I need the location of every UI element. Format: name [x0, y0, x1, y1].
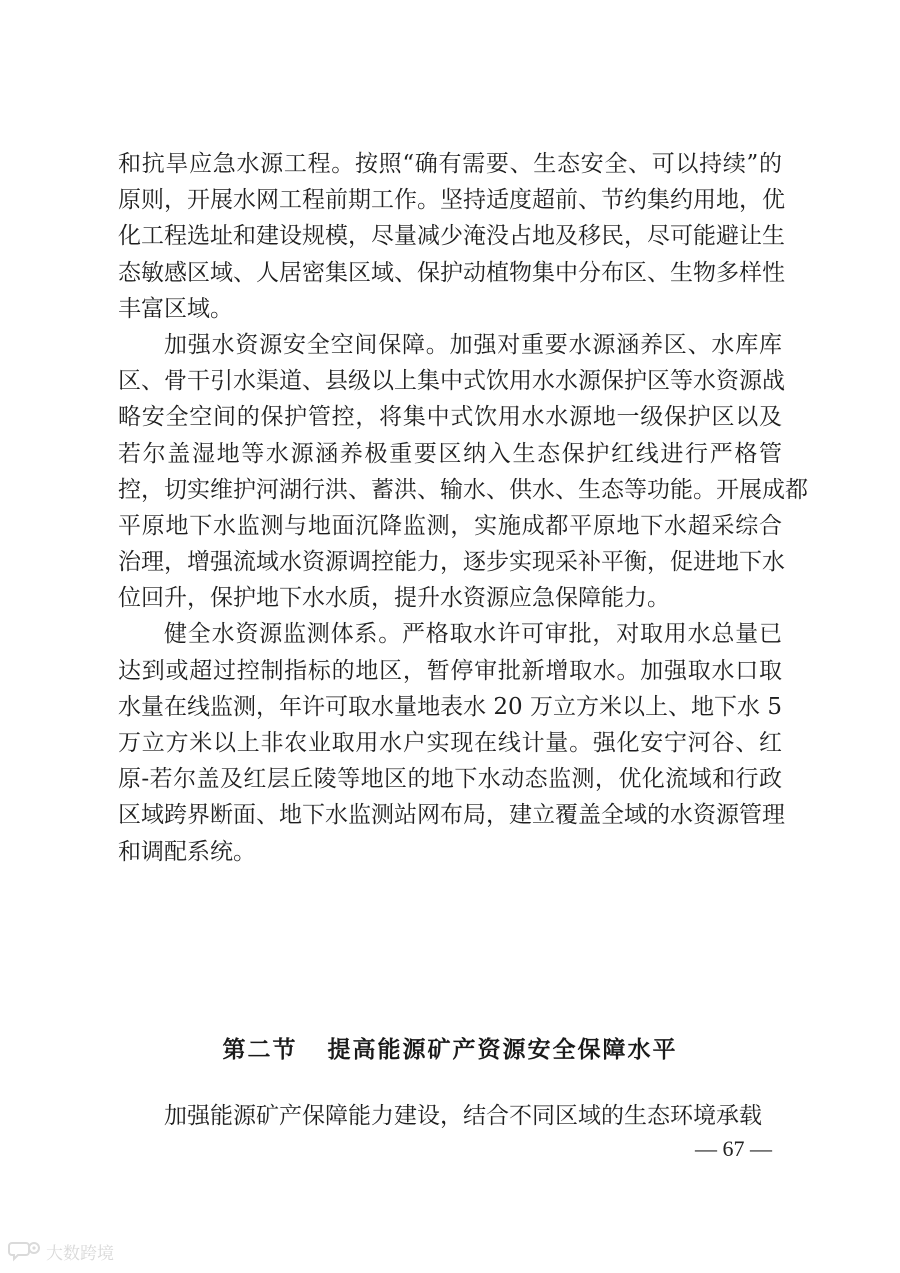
- text-line: 化工程选址和建设规模，尽量减少淹没占地及移民，尽可能避让生: [118, 223, 785, 250]
- text-line: 位回升，保护地下水水质，提升水资源应急保障能力。: [118, 585, 670, 612]
- text-line: 和抗旱应急水源工程。按照“确有需要、生态安全、可以持续”的: [118, 151, 782, 177]
- watermark: [8, 1236, 114, 1266]
- text-line: 万立方米以上非农业取用水户实现在线计量。强化安宁河谷、红: [118, 730, 782, 756]
- text-line: 健全水资源监测体系。严格取水许可审批，对取用水总量已: [164, 621, 782, 648]
- text-line: 水量在线监测，年许可取水量地表水 20 万立方米以上、地下水 5: [118, 693, 782, 720]
- text-line: 原-若尔盖及红层丘陵等地区的地下水动态监测，优化流域和行政: [118, 766, 782, 793]
- text-line: 略安全空间的保护管控，将集中式饮用水水源地一级保护区以及: [118, 404, 782, 431]
- text-line: 区、骨干引水渠道、县级以上集中式饮用水水源保护区等水资源战: [118, 368, 785, 395]
- text-line: 控，切实维护河湖行洪、蓄洪、输水、供水、生态等功能。开展成都: [118, 476, 808, 503]
- paragraph-1: [118, 146, 785, 327]
- text-line: 原则，开展水网工程前期工作。坚持适度超前、节约集约用地，优: [118, 187, 785, 214]
- text-line: 平原地下水监测与地面沉降监测，实施成都平原地下水超采综合: [118, 512, 782, 539]
- text-line: 区域跨界断面、地下水监测站网布局，建立覆盖全域的水资源管理: [118, 802, 785, 829]
- body-text: [118, 146, 808, 870]
- text-line: 若尔盖湿地等水源涵养极重要区纳入生态保护红线进行严格管: [118, 440, 782, 467]
- paragraph-3: [118, 616, 785, 869]
- text-line: 加强能源矿产保障能力建设，结合不同区域的生态环境承载: [164, 1103, 762, 1129]
- text-line: 和调配系统。: [118, 838, 256, 865]
- text-line: 达到或超过控制指标的地区，暂停审批新增取水。加强取水口取: [118, 657, 782, 684]
- text-line: 治理，增强流域水资源调控能力，逐步实现采补平衡，促进地下水: [118, 549, 785, 576]
- watermark-text: 大数跨境: [46, 1243, 114, 1264]
- text-line: 态敏感区域、人居密集区域、保护动植物集中分布区、生物多样性: [118, 259, 785, 286]
- section-number: 第二节: [222, 1037, 298, 1063]
- page-number: — 67 —: [695, 1136, 772, 1161]
- speech-bubble-logo-icon: [8, 1240, 42, 1262]
- text-line: 丰富区域。: [118, 295, 233, 322]
- paragraph-2: [118, 327, 808, 617]
- section-heading: [0, 1030, 900, 1070]
- section-title: 提高能源矿产资源安全保障水平: [327, 1037, 678, 1063]
- text-line: 加强水资源安全空间保障。加强对重要水源涵养区、水库库: [164, 331, 782, 358]
- paragraph-4: [118, 1098, 782, 1134]
